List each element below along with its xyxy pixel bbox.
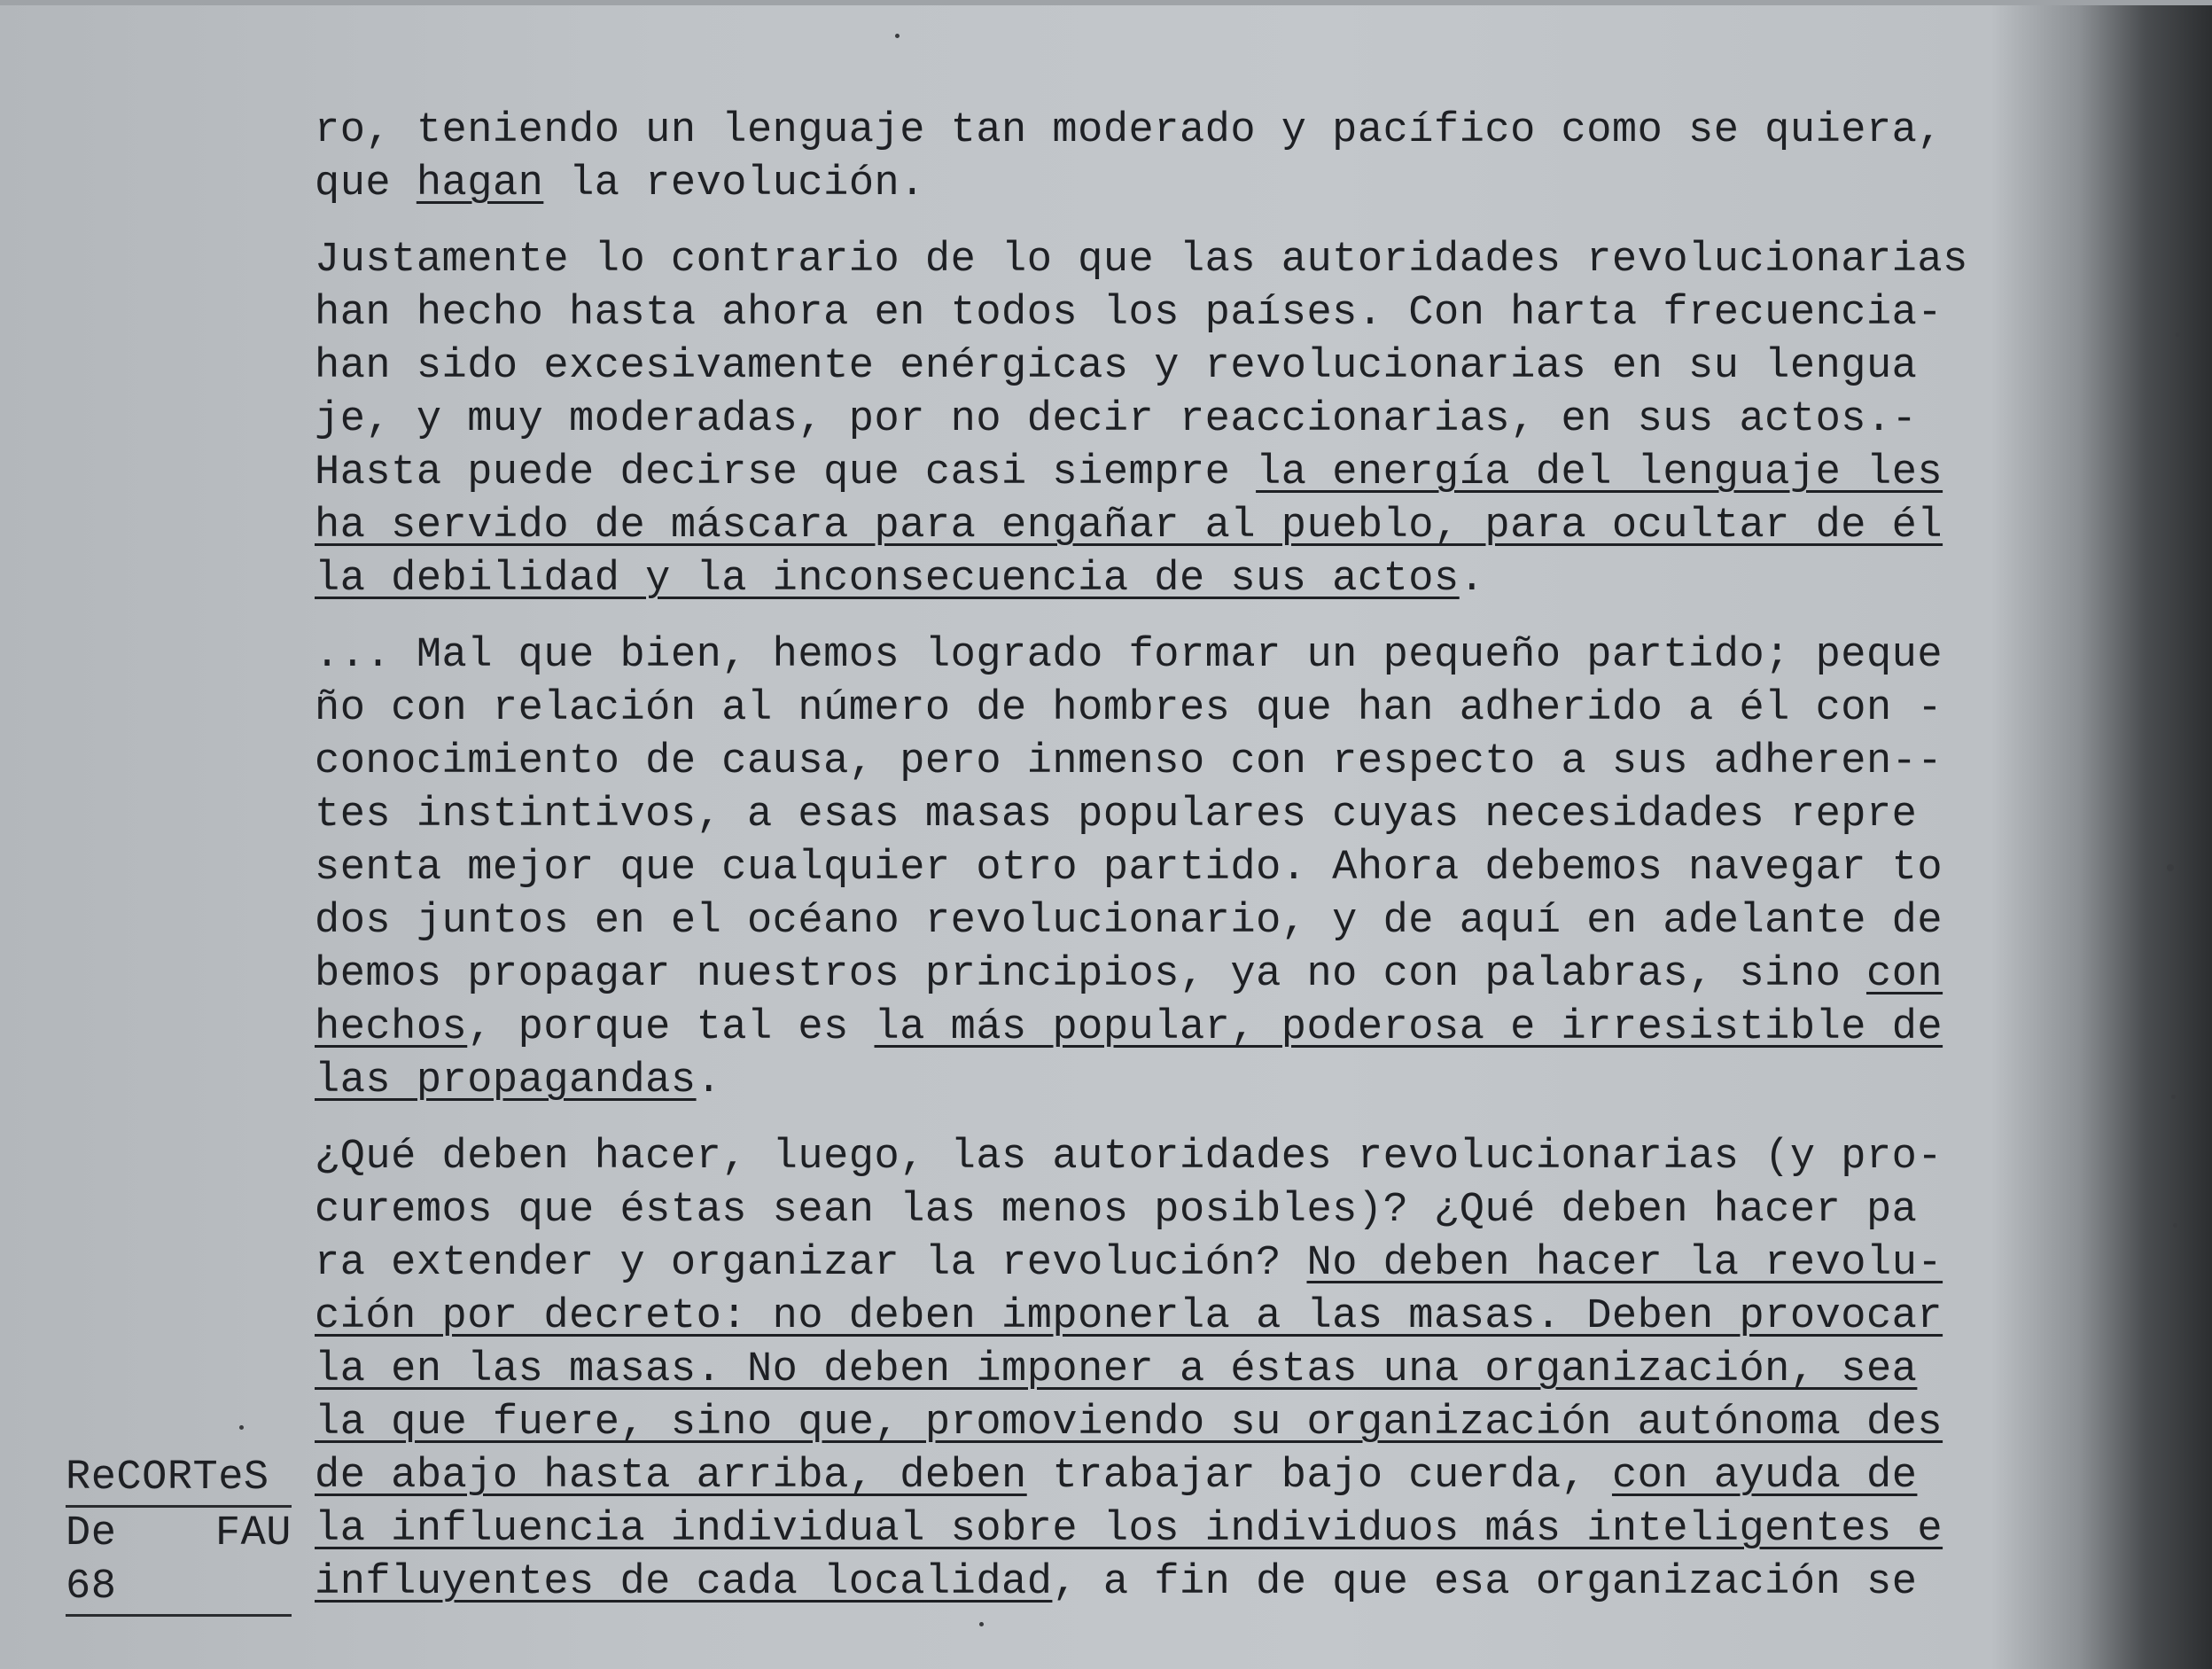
text-line: de abajo hasta arriba, deben trabajar bajo cuerda, con ayuda de: [315, 1453, 1918, 1500]
text-line: je, y muy moderadas, por no decir reaccionarias, en sus actos.-: [315, 396, 1918, 443]
text-line: ha servido de máscara para engañar al pueblo, para ocultar de él: [315, 503, 1943, 550]
paragraph-3: [315, 629, 2087, 1108]
text-line: ... Mal que bien, hemos logrado formar un pequeño partido; peque: [315, 632, 1943, 679]
text-line: curemos que éstas sean las menos posibles)? ¿Qué deben hacer pa: [315, 1187, 1918, 1234]
text-line: ¿Qué deben hacer, luego, las autoridades revolucionarias (y pro-: [315, 1134, 1943, 1181]
paragraph-1: [315, 105, 2087, 211]
text-line: senta mejor que cualquier otro partido. Ahora debemos navegar to: [315, 845, 1943, 892]
scan-speck: [2171, 1095, 2176, 1099]
scan-speck: [895, 34, 900, 38]
text-line: influyentes de cada localidad, a fin de que esa organización se: [315, 1559, 1918, 1606]
text-line: la influencia individual sobre los individuos más inteligentes e: [315, 1506, 1943, 1553]
text-line: ción por decreto: no deben imponerla a las masas. Deben provocar: [315, 1293, 1943, 1340]
margin-text: ReCORTeS: [66, 1455, 269, 1501]
text-line: conocimiento de causa, pero inmenso con respecto a sus adheren--: [315, 738, 1943, 785]
text-line: la que fuere, sino que, promoviendo su organización autónoma des: [315, 1400, 1943, 1447]
margin-line-3: [66, 1561, 292, 1617]
text-line: hechos, porque tal es la más popular, poderosa e irresistible de: [315, 1004, 1943, 1051]
text-line: la debilidad y la inconsecuencia de sus actos.: [315, 556, 1485, 603]
scan-speck: [239, 1425, 244, 1430]
text-line: las propagandas.: [315, 1057, 722, 1104]
typewritten-text: [315, 105, 2087, 1633]
margin-text: 68: [66, 1564, 117, 1611]
scan-speck: [2176, 332, 2180, 337]
paragraph-4: [315, 1131, 2087, 1610]
text-line: ro, teniendo un lenguaje tan moderado y pacífico como se quiera,: [315, 107, 1943, 154]
text-line: Justamente lo contrario de lo que las autoridades revolucionarias: [315, 237, 1968, 284]
text-line: bemos propagar nuestros principios, ya no con palabras, sino con: [315, 951, 1943, 998]
scan-top-edge: [0, 0, 2212, 5]
paragraph-2: [315, 234, 2087, 606]
text-line: Hasta puede decirse que casi siempre la energía del lenguaje les: [315, 449, 1943, 496]
margin-line-2: [66, 1508, 292, 1561]
text-line: ra extender y organizar la revolución? No deben hacer la revolu-: [315, 1240, 1943, 1287]
margin-stamp: [66, 1452, 292, 1617]
text-line: la en las masas. No deben imponer a éstas una organización, sea: [315, 1346, 1918, 1393]
text-line: han sido excesivamente enérgicas y revolucionarias en su lengua: [315, 343, 1918, 390]
text-line: dos juntos en el océano revolucionario, y de aquí en adelante de: [315, 898, 1943, 945]
scan-speck: [979, 1622, 984, 1626]
margin-line-1: [66, 1452, 292, 1508]
margin-text: De: [66, 1510, 117, 1557]
scan-speck: [2167, 864, 2174, 871]
margin-text: FAU: [214, 1510, 292, 1557]
text-line: ño con relación al número de hombres que han adherido a él con -: [315, 685, 1943, 732]
text-line: tes instintivos, a esas masas populares cuyas necesidades repre: [315, 792, 1918, 838]
text-line: han hecho hasta ahora en todos los países. Con harta frecuencia-: [315, 290, 1943, 337]
text-line: que hagan la revolución.: [315, 160, 925, 207]
scan-speck: [2173, 1223, 2177, 1228]
